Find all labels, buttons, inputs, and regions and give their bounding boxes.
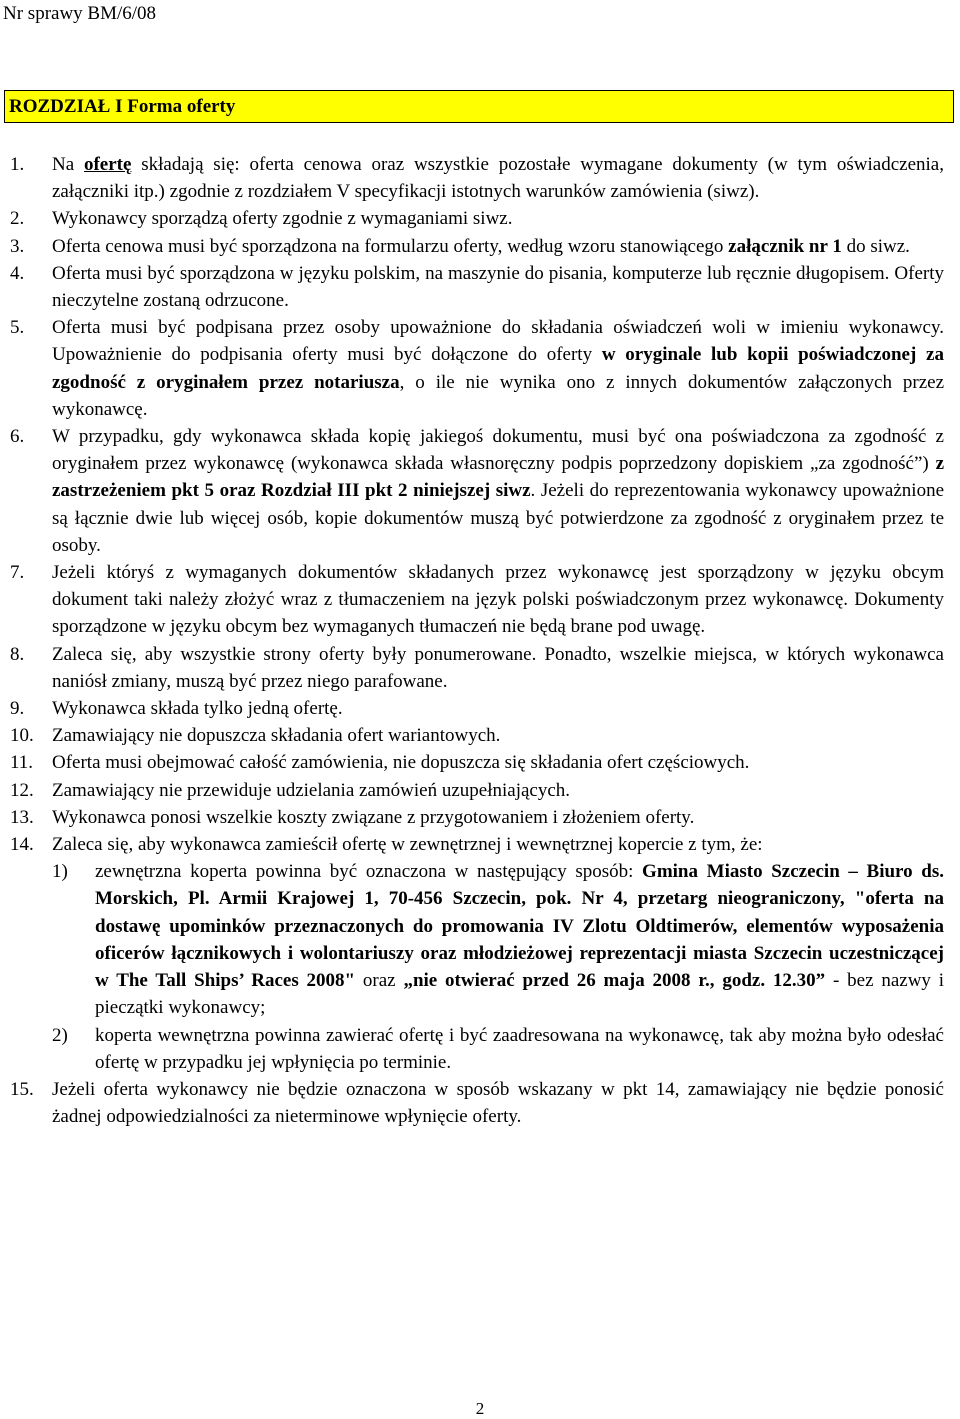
list-item bbox=[10, 205, 944, 232]
sub-item bbox=[52, 1022, 944, 1076]
item-text: Wykonawca ponosi wszelkie koszty związane z przygotowaniem i złożeniem oferty. bbox=[52, 806, 695, 828]
sub-item bbox=[52, 858, 944, 1021]
item-text: Zamawiający nie przewiduje udzielania zamówień uzupełniających. bbox=[52, 779, 571, 801]
text-run: Oferta musi być podpisana przez osoby upoważnione do składania oświadczeń woli w imieniu wykonawcy. Upoważnienie do podpisania oferty musi być dołączone do oferty bbox=[52, 317, 944, 366]
text-run: Na bbox=[52, 154, 84, 175]
text-run: Oferta cenowa musi być sporządzona na formularzu oferty, według wzoru stanowiącego bbox=[52, 235, 729, 257]
list-item bbox=[10, 695, 944, 722]
section-heading: ROZDZIAŁ I Forma oferty bbox=[4, 90, 954, 123]
item-number: 13. bbox=[10, 806, 34, 828]
item-number: 14. bbox=[10, 834, 34, 856]
case-number: Nr sprawy BM/6/08 bbox=[3, 3, 157, 24]
underlined-term: ofertę bbox=[83, 154, 132, 175]
item-number: 12. bbox=[10, 779, 34, 801]
sub-item-number: 2) bbox=[52, 1024, 68, 1046]
page-number: 2 bbox=[475, 1399, 485, 1418]
item-number: 6. bbox=[10, 426, 25, 448]
list-item bbox=[10, 559, 944, 641]
item-number: 7. bbox=[10, 562, 25, 584]
list-item bbox=[10, 151, 944, 205]
item-text bbox=[52, 233, 944, 260]
list-item bbox=[10, 314, 944, 423]
text-run: oraz bbox=[355, 970, 404, 992]
item-number: 11. bbox=[10, 752, 34, 774]
text-run: W przypadku, gdy wykonawca składa kopię jakiegoś dokumentu, musi być ona poświadczona za zgodność z oryginałem przez wykonawcę (wykonawca składa własnoręczny podpis poprzedzony dopiskiem „za zgodność”) bbox=[52, 426, 944, 475]
bold-text: załącznik nr 1 bbox=[728, 235, 842, 257]
item-text: Wykonawca składa tylko jedną ofertę. bbox=[52, 698, 343, 720]
item-intro: Zaleca się, aby wykonawca zamieścił ofertę w zewnętrznej i wewnętrznej kopercie z tym, że: bbox=[52, 834, 763, 856]
sub-item-text bbox=[95, 858, 944, 1021]
item-text: Zaleca się, aby wszystkie strony oferty były ponumerowane. Ponadto, wszelkie miejsca, w których wykonawca naniósł zmiany, muszą być przez niego parafowane. bbox=[52, 643, 944, 692]
item-text bbox=[52, 314, 944, 423]
list-item bbox=[10, 1076, 944, 1130]
text-run: - bez nazwy i pieczątki wykonawcy; bbox=[95, 970, 945, 1019]
item-text bbox=[52, 423, 944, 559]
list-item bbox=[10, 260, 944, 314]
item-number: 10. bbox=[10, 725, 34, 747]
text-run: . Jeżeli do reprezentowania wykonawcy upoważnione są łącznie dwie lub więcej osób, kopie dokumentów muszą być potwierdzone za zgodność z oryginałem przez te osoby. bbox=[52, 480, 944, 556]
bold-text: „nie otwierać przed 26 maja 2008 r., godz. 12.30” bbox=[403, 970, 826, 992]
item-number: 2. bbox=[10, 208, 25, 230]
list-item bbox=[10, 804, 944, 831]
item-text: Zamawiający nie dopuszcza składania ofert wariantowych. bbox=[52, 725, 501, 747]
text-run: do siwz. bbox=[841, 235, 910, 257]
list-item bbox=[10, 641, 944, 695]
item-number: 3. bbox=[10, 235, 25, 257]
sub-item-number: 1) bbox=[52, 861, 68, 883]
item-number: 1. bbox=[10, 154, 25, 175]
list-item bbox=[10, 722, 944, 749]
list-item bbox=[10, 749, 944, 776]
list-item bbox=[10, 777, 944, 804]
item-text bbox=[52, 151, 944, 205]
sub-item-text: koperta wewnętrzna powinna zawierać ofertę i być zaadresowana na wykonawcę, tak aby można było odesłać ofertę w przypadku jej wpłynięcia po terminie. bbox=[95, 1024, 944, 1073]
text-run: zewnętrzna koperta powinna być oznaczona w następujący sposób: bbox=[95, 861, 643, 883]
text-run: , o ile nie wynika ono z innych dokumentów załączonych przez wykonawcę. bbox=[52, 371, 944, 420]
item-text: Oferta musi obejmować całość zamówienia, nie dopuszcza się składania ofert częściowych. bbox=[52, 752, 750, 774]
item-number: 5. bbox=[10, 317, 25, 339]
item-number: 9. bbox=[10, 698, 25, 720]
requirements-list bbox=[10, 151, 944, 1130]
list-item bbox=[10, 233, 944, 260]
item-text: Oferta musi być sporządzona w języku polskim, na maszynie do pisania, komputerze lub ręcznie długopisem. Oferty nieczytelne zostaną odrzucone. bbox=[52, 262, 944, 312]
item-number: 15. bbox=[10, 1078, 34, 1100]
text-run: składają się: oferta cenowa oraz wszystkie pozostałe wymagane dokumenty (w tym oświadczenia, załączniki itp.) zgodnie z rozdziałem V specyfikacji istotnych warunków zamówienia (siwz). bbox=[52, 154, 944, 203]
bold-text: z zastrzeżeniem pkt 5 oraz Rozdział III pkt 2 niniejszej siwz bbox=[52, 453, 944, 502]
item-text: Jeżeli któryś z wymaganych dokumentów składanych przez wykonawcę jest sporządzony w języku obcym dokument taki należy złożyć wraz z tłumaczeniem na język polski poświadczonym przez wykonawcę. Dokumenty sporządzone w języku obcym bez wymaganych tłumaczeń nie będą brane pod uwagę. bbox=[52, 562, 944, 638]
item-text: Jeżeli oferta wykonawcy nie będzie oznaczona w sposób wskazany w pkt 14, zamawiający nie będzie ponosić żadnej odpowiedzialności za nieterminowe wpłynięcie oferty. bbox=[52, 1078, 944, 1128]
item-number: 8. bbox=[10, 643, 25, 665]
list-item bbox=[10, 831, 944, 1076]
item-text: Wykonawcy sporządzą oferty zgodnie z wymaganiami siwz. bbox=[52, 208, 513, 230]
bold-text: Gmina Miasto Szczecin – Biuro ds. Morskich, Pl. Armii Krajowej 1, 70-456 Szczecin, pok. Nr 4, przetarg nieograniczony, "oferta na dostawę upominków przeznaczonych do promowania IV Zlotu Oldtimerów, elementów wyposażenia oficerów łącznikowych i wolontariuszy oraz młodzieżowej reprezentacji miasta Szczecin uczestniczącej w The Tall Ships’ Races 2008" bbox=[95, 861, 944, 992]
bold-text: w oryginale lub kopii poświadczonej za zgodność z oryginałem przez notariusza bbox=[52, 344, 944, 393]
list-item bbox=[10, 423, 944, 559]
item-number: 4. bbox=[10, 262, 25, 284]
item-text bbox=[52, 831, 944, 1076]
